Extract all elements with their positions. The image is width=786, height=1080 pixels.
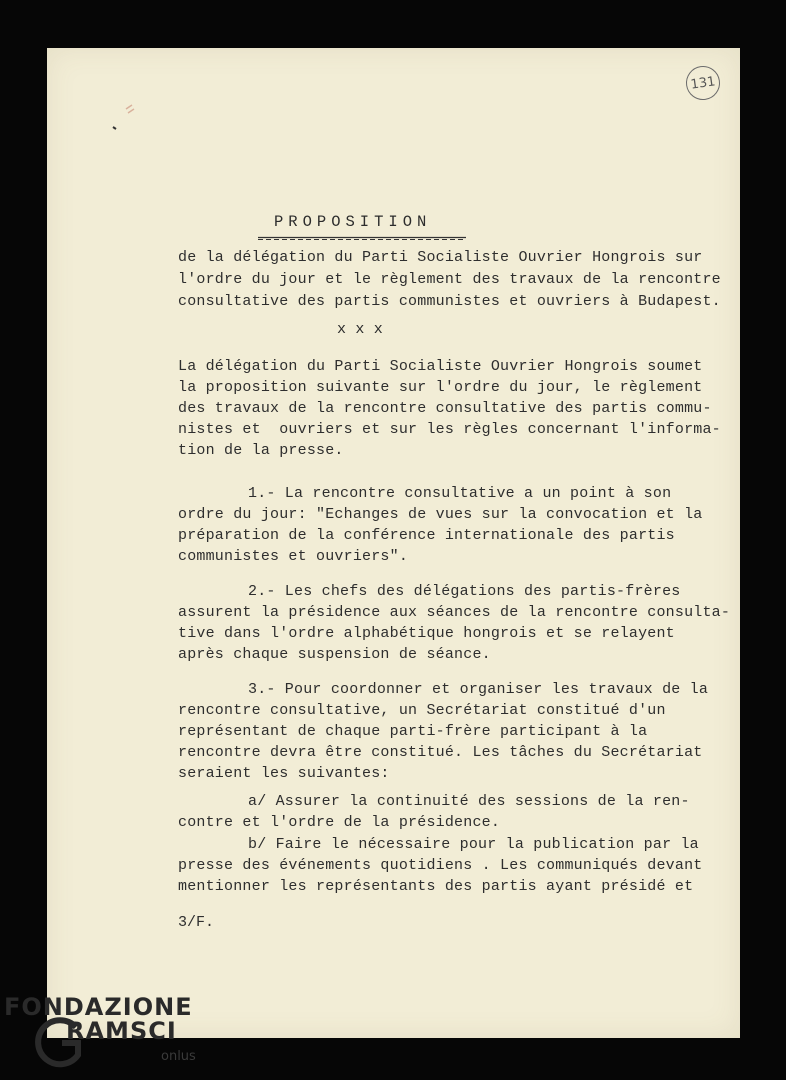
text-line: b/ Faire le nécessaire pour la publication par la <box>248 836 699 853</box>
logo-suffix: onlus <box>161 1049 196 1064</box>
separator-text: x x x <box>337 321 384 338</box>
text-line: représentant de chaque parti-frère participant à la <box>178 723 648 740</box>
text-line: préparation de la conférence internationale des partis <box>178 527 675 544</box>
text-line: communistes et ouvriers". <box>178 548 409 565</box>
text-line: tive dans l'ordre alphabétique hongrois et se relayent <box>178 625 675 642</box>
text-line: tion de la presse. <box>178 442 344 459</box>
text-line: assurent la présidence aux séances de la rencontre consulta- <box>178 604 731 621</box>
text-line: mentionner les représentants des partis ayant présidé et <box>178 878 694 895</box>
title-underline <box>258 236 466 240</box>
logo-line-1: FONDAZIONE <box>4 993 193 1021</box>
text-line: consultative des partis communistes et ouvriers à Budapest. <box>178 293 721 310</box>
text-line: ordre du jour: "Echanges de vues sur la convocation et la <box>178 506 703 523</box>
text-line: a/ Assurer la continuité des sessions de la ren- <box>248 793 690 810</box>
text-line: après chaque suspension de séance. <box>178 646 491 663</box>
logo-line-2: RAMSCI <box>66 1017 177 1045</box>
fondazione-gramsci-watermark <box>4 993 204 1073</box>
text-line: contre et l'ordre de la présidence. <box>178 814 501 831</box>
page-number: 131 <box>689 73 717 93</box>
text-line: de la délégation du Parti Socialiste Ouvrier Hongrois sur <box>178 249 703 266</box>
text-line: rencontre consultative, un Secrétariat constitué d'un <box>178 702 666 719</box>
text-line: des travaux de la rencontre consultative des partis commu- <box>178 400 712 417</box>
text-line: rencontre devra être constitué. Les tâches du Secrétariat <box>178 744 703 761</box>
text-line: 1.- La rencontre consultative a un point à son <box>248 485 672 502</box>
text-line: 3.- Pour coordonner et organiser les travaux de la <box>248 681 709 698</box>
text-line: nistes et ouvriers et sur les règles concernant l'informa- <box>178 421 721 438</box>
text-line: seraient les suivantes: <box>178 765 390 782</box>
ink-mark <box>110 103 136 133</box>
document-title: PROPOSITION <box>274 213 432 231</box>
text-line: l'ordre du jour et le règlement des travaux de la rencontre <box>178 271 721 288</box>
text-line: 2.- Les chefs des délégations des partis-frères <box>248 583 681 600</box>
separator <box>337 321 383 338</box>
text-line: presse des événements quotidiens . Les communiqués devant <box>178 857 703 874</box>
continuation-marker: 3/F. <box>178 914 215 931</box>
text-line: La délégation du Parti Socialiste Ouvrier Hongrois soumet <box>178 358 703 375</box>
text-line: la proposition suivante sur l'ordre du jour, le règlement <box>178 379 703 396</box>
